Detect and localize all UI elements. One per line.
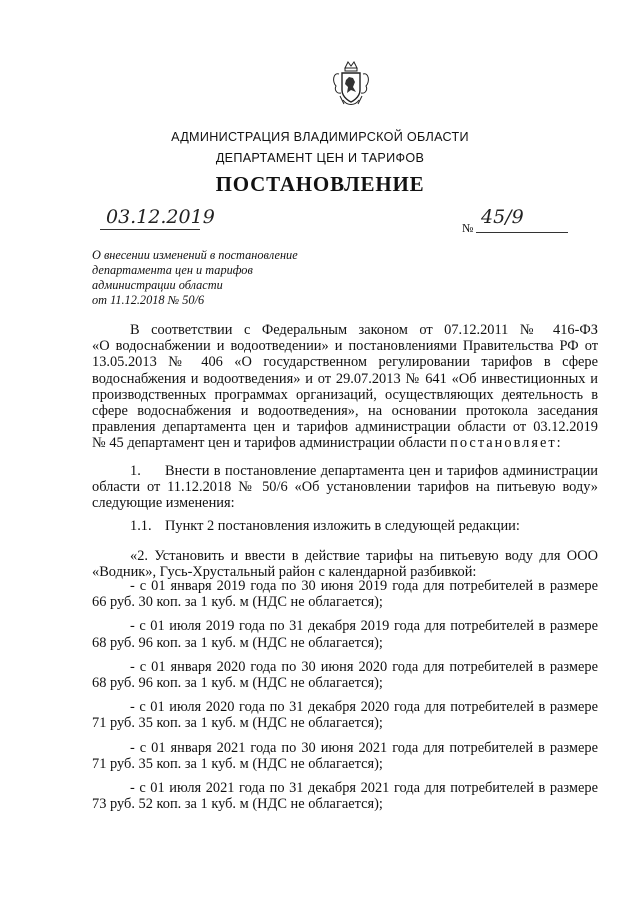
item-1 [92, 463, 598, 512]
text-line: 13.05.2013 № 406 «О государственном регулировании тарифов в сфере [92, 354, 598, 371]
text-line: сфере водоснабжения и водоотведения», на основании протокола заседания [92, 403, 598, 420]
text-line: - с 01 июля 2019 года по 31 декабря 2019 года для потребителей в размере [130, 618, 598, 635]
item-number: 1.1. [130, 518, 152, 534]
list-item [92, 659, 598, 691]
item-text: Внести в постановление департамента цен и тарифов администрации [165, 463, 598, 479]
text-line: 71 руб. 35 коп. за 1 куб. м (НДС не облагается); [92, 715, 383, 732]
subject-line: администрации области [92, 278, 223, 292]
text-line [92, 463, 598, 479]
text-line: следующие изменения: [92, 495, 235, 512]
text-line: - с 01 января 2019 года по 30 июня 2019 года для потребителей в размере [130, 578, 598, 594]
number-underline [476, 232, 568, 233]
list-item [92, 780, 598, 812]
document-subject [92, 248, 332, 308]
text-line: - с 01 июля 2020 года по 31 декабря 2020 года для потребителей в размере [130, 699, 598, 716]
organization-name: АДМИНИСТРАЦИЯ ВЛАДИМИРСКОЙ ОБЛАСТИ [171, 130, 469, 144]
subject-line: департамента цен и тарифов [92, 263, 253, 277]
department-name: ДЕПАРТАМЕНТ ЦЕН И ТАРИФОВ [215, 151, 425, 165]
text-line [92, 435, 598, 451]
list-item [92, 578, 598, 610]
date-underline [100, 229, 200, 230]
paragraph-2 [92, 548, 598, 580]
list-item [92, 699, 598, 731]
text-line: водоснабжения и водоотведения» и от 29.07.2013 № 641 «Об инвестиционных и [92, 370, 598, 387]
item-text: Пункт 2 постановления изложить в следующей редакции: [165, 518, 520, 534]
text-line: правления департамента цен и тарифов администрации области от 03.12.2019 [92, 419, 598, 436]
subject-line: О внесении изменений в постановление [92, 248, 298, 262]
document-date: 03.12.2019 [106, 206, 215, 228]
text-line: «Водник», Гусь-Хрустальный район с календарной разбивкой: [92, 564, 477, 581]
text-line: 68 руб. 96 коп. за 1 куб. м (НДС не облагается); [92, 675, 383, 692]
item-1-1 [92, 518, 598, 534]
decree-word: постановляет: [450, 435, 563, 452]
text-line: «О водоснабжении и водоотведении» и постановлениями Правительства РФ от [92, 338, 598, 355]
document-number: 45/9 [481, 206, 524, 228]
text-line: производственных программах организаций, осуществляющих деятельность в [92, 386, 598, 403]
coat-of-arms-emblem [331, 60, 371, 110]
text-line-part: № 45 департамент цен и тарифов администрации области [92, 435, 447, 452]
text-line: В соответствии с Федеральным законом от 07.12.2011 № 416-ФЗ [130, 322, 598, 338]
text-line: области от 11.12.2018 № 50/6 «Об установлении тарифов на питьевую воду» [92, 479, 598, 496]
text-line: 68 руб. 96 коп. за 1 куб. м (НДС не облагается); [92, 634, 383, 651]
text-line: 73 руб. 52 коп. за 1 куб. м (НДС не облагается); [92, 796, 383, 813]
text-line: 71 руб. 35 коп. за 1 куб. м (НДС не облагается); [92, 755, 383, 772]
subject-line: от 11.12.2018 № 50/6 [92, 293, 205, 307]
text-line: «2. Установить и ввести в действие тарифы на питьевую воду для ООО [130, 548, 598, 564]
number-label: № [462, 221, 474, 235]
text-line [92, 518, 598, 534]
text-line: - с 01 января 2020 года по 30 июня 2020 года для потребителей в размере [130, 658, 598, 675]
list-item [92, 618, 598, 650]
item-number: 1. [130, 463, 141, 479]
tariff-list [92, 578, 598, 812]
preamble-paragraph [92, 322, 598, 452]
text-line: - с 01 января 2021 года по 30 июня 2021 года для потребителей в размере [130, 739, 598, 756]
text-line: - с 01 июля 2021 года по 31 декабря 2021 года для потребителей в размере [130, 780, 598, 797]
list-item [92, 740, 598, 772]
text-line: 66 руб. 30 коп. за 1 куб. м (НДС не облагается); [92, 594, 383, 611]
document-title: ПОСТАНОВЛЕНИЕ [215, 172, 425, 196]
